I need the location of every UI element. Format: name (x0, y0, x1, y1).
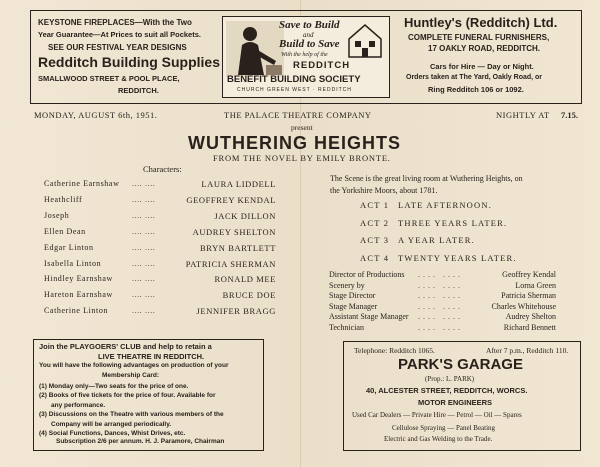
nightly-time: 7.15. (561, 110, 578, 120)
society-town: REDDITCH (293, 60, 351, 71)
cast-dots: .... .... (132, 258, 156, 268)
cast-role: Isabella Linton (44, 258, 102, 268)
playgoers-benefit: (1) Monday only—Two seats for the price of one. (39, 383, 189, 390)
cast-dots: .... .... (132, 274, 156, 284)
cast-dots: .... .... (132, 210, 156, 220)
credit-role: Technician (329, 323, 364, 332)
credit-dots: .... .... (418, 291, 463, 301)
cast-actor: AUDREY SHELTON (192, 226, 276, 237)
cast-actor: RONALD MEE (214, 274, 276, 285)
slogan-and: and (303, 31, 314, 39)
slogan-2: Build to Save (279, 38, 340, 50)
cast-role: Catherine Earnshaw (44, 179, 120, 188)
keystone-line2: Year Guarantee—At Prices to suit all Pockets. (38, 30, 201, 39)
cast-actor: JACK DILLON (214, 210, 276, 221)
huntley-line4: Orders taken at The Yard, Oakly Road, or (406, 74, 543, 81)
cast-actor: JENNIFER BRAGG (196, 306, 276, 317)
theatre-company: THE PALACE THEATRE COMPANY (224, 110, 372, 120)
cast-dots: .... .... (132, 194, 156, 204)
cast-actor: GEOFFREY KENDAL (186, 194, 276, 205)
cast-actor: PATRICIA SHERMAN (185, 258, 276, 269)
garage-telephone: Telephone: Redditch 1065. (354, 346, 435, 355)
cast-dots: .... .... (132, 242, 156, 252)
act-number: ACT 1 (360, 200, 390, 210)
performance-date: MONDAY, AUGUST 6th, 1951. (34, 110, 158, 120)
credit-dots: .... .... (418, 301, 463, 311)
credit-name: Patricia Sherman (501, 291, 556, 301)
credit-name: Lorna Green (515, 280, 556, 290)
nightly-label: NIGHTLY AT (496, 110, 550, 120)
huntley-line2: 17 OAKLY ROAD, REDDITCH. (428, 44, 541, 53)
playgoers-benefit: Company will be arranged periodically. (51, 420, 172, 428)
society-address: CHURCH GREEN WEST · REDDITCH (237, 87, 352, 93)
act-number: ACT 3 (360, 235, 390, 245)
huntley-line3: Cars for Hire — Day or Night. (430, 62, 534, 71)
keystone-line1: KEYSTONE FIREPLACES—With the Two (38, 18, 192, 27)
cast-dots: .... .... (132, 306, 156, 316)
playgoers-line3: You will have the following advantages on production of your (39, 362, 229, 369)
credit-dots: .... .... (418, 323, 463, 332)
act-description: TWENTY YEARS LATER. (398, 252, 517, 263)
garage-name: PARK'S GARAGE (398, 356, 523, 373)
playgoers-benefit: (2) Books of five tickets for the price of four. Available for (39, 392, 216, 400)
cast-role: Joseph (44, 210, 70, 220)
credit-dots: .... .... (418, 280, 463, 290)
garage-engineers: MOTOR ENGINEERS (418, 398, 493, 407)
cast-dots: .... .... (132, 226, 156, 236)
cast-role: Ellen Dean (44, 226, 86, 236)
playgoers-line4: Membership Card: (102, 372, 160, 379)
cast-dots: .... .... (132, 290, 156, 300)
huntley-line1: COMPLETE FUNERAL FURNISHERS, (408, 33, 550, 42)
credit-role: Stage Manager (329, 301, 378, 311)
keystone-brand: Redditch Building Supplies (38, 54, 220, 70)
credit-role: Scenery by (329, 280, 365, 290)
act-number: ACT 4 (360, 252, 390, 263)
credit-role: Stage Director (329, 291, 376, 301)
characters-heading: Characters: (143, 164, 182, 174)
cast-actor: LAURA LIDDELL (201, 179, 276, 189)
cast-role: Catherine Linton (44, 306, 109, 316)
credit-name: Richard Bennett (503, 323, 556, 332)
house-icon (345, 21, 385, 61)
cast-actor: BRUCE DOE (222, 290, 276, 301)
huntley-name: Huntley's (Redditch) Ltd. (404, 15, 558, 30)
cast-role: Hareton Earnshaw (44, 290, 113, 300)
garage-line1: Cellulose Spraying — Panel Beating (392, 424, 496, 432)
slogan-1: Save to Build (279, 19, 340, 31)
credit-name: Charles Whitehouse (491, 301, 556, 311)
credit-role: Director of Productions (329, 270, 405, 279)
garage-after-hours: After 7 p.m., Redditch 110. (486, 346, 569, 355)
playgoers-benefit: any performance. (51, 401, 106, 409)
keystone-address: SMALLWOOD STREET & POOL PLACE, (38, 74, 180, 83)
cast-role: Heathcliff (44, 194, 83, 204)
scene-line2: the Yorkshire Moors, about 1781. (330, 186, 438, 195)
credit-name: Geoffrey Kendal (502, 270, 556, 279)
credit-name: Audrey Shelton (505, 312, 556, 322)
building-society-logo (222, 16, 390, 98)
credit-dots: .... .... (418, 270, 463, 279)
play-subtitle: FROM THE NOVEL BY EMILY BRONTE. (213, 153, 391, 163)
slogan-with: With the help of the (281, 52, 328, 58)
play-title: WUTHERING HEIGHTS (188, 133, 401, 153)
cast-role: Edgar Linton (44, 242, 94, 252)
act-description: A YEAR LATER. (398, 235, 475, 245)
cast-dots: .... .... (132, 179, 156, 188)
cast-actor: BRYN BARTLETT (200, 242, 276, 253)
present-label: present (291, 123, 313, 132)
scene-line1: The Scene is the great living room at Wuthering Heights, on (330, 174, 523, 183)
playgoers-benefit: (3) Discussions on the Theatre with various members of the (39, 411, 224, 419)
playgoers-line2: LIVE THEATRE IN REDDITCH. (98, 352, 205, 361)
society-name: BENEFIT BUILDING SOCIETY (227, 74, 361, 85)
cast-role: Hindley Earnshaw (44, 274, 113, 284)
keystone-town: REDDITCH. (118, 86, 159, 95)
garage-address: 40, ALCESTER STREET, REDDITCH, WORCS. (366, 386, 528, 395)
act-description: LATE AFTERNOON. (398, 200, 493, 210)
huntley-line5: Ring Redditch 106 or 1092. (428, 85, 524, 94)
builder-figure-icon (226, 21, 284, 77)
act-description: THREE YEARS LATER. (398, 217, 508, 228)
credit-role: Assistant Stage Manager (329, 312, 409, 322)
playgoers-subscription: Subscription 2/6 per annum. H. J. Paramore, Chairman (56, 438, 225, 445)
act-number: ACT 2 (360, 217, 390, 228)
playgoers-line1: Join the PLAYGOERS' CLUB and help to retain a (39, 342, 212, 351)
garage-proprietor: (Prop.: L. PARK) (425, 375, 475, 383)
playgoers-benefit: (4) Social Functions, Dances, Whist Drives, etc. (39, 430, 186, 437)
keystone-line3: SEE OUR FESTIVAL YEAR DESIGNS (48, 43, 187, 52)
credit-dots: .... .... (418, 312, 463, 322)
garage-services: Used Car Dealers — Private Hire — Petrol — Oil — Spares (352, 411, 522, 419)
garage-line2: Electric and Gas Welding to the Trade. (384, 435, 493, 443)
